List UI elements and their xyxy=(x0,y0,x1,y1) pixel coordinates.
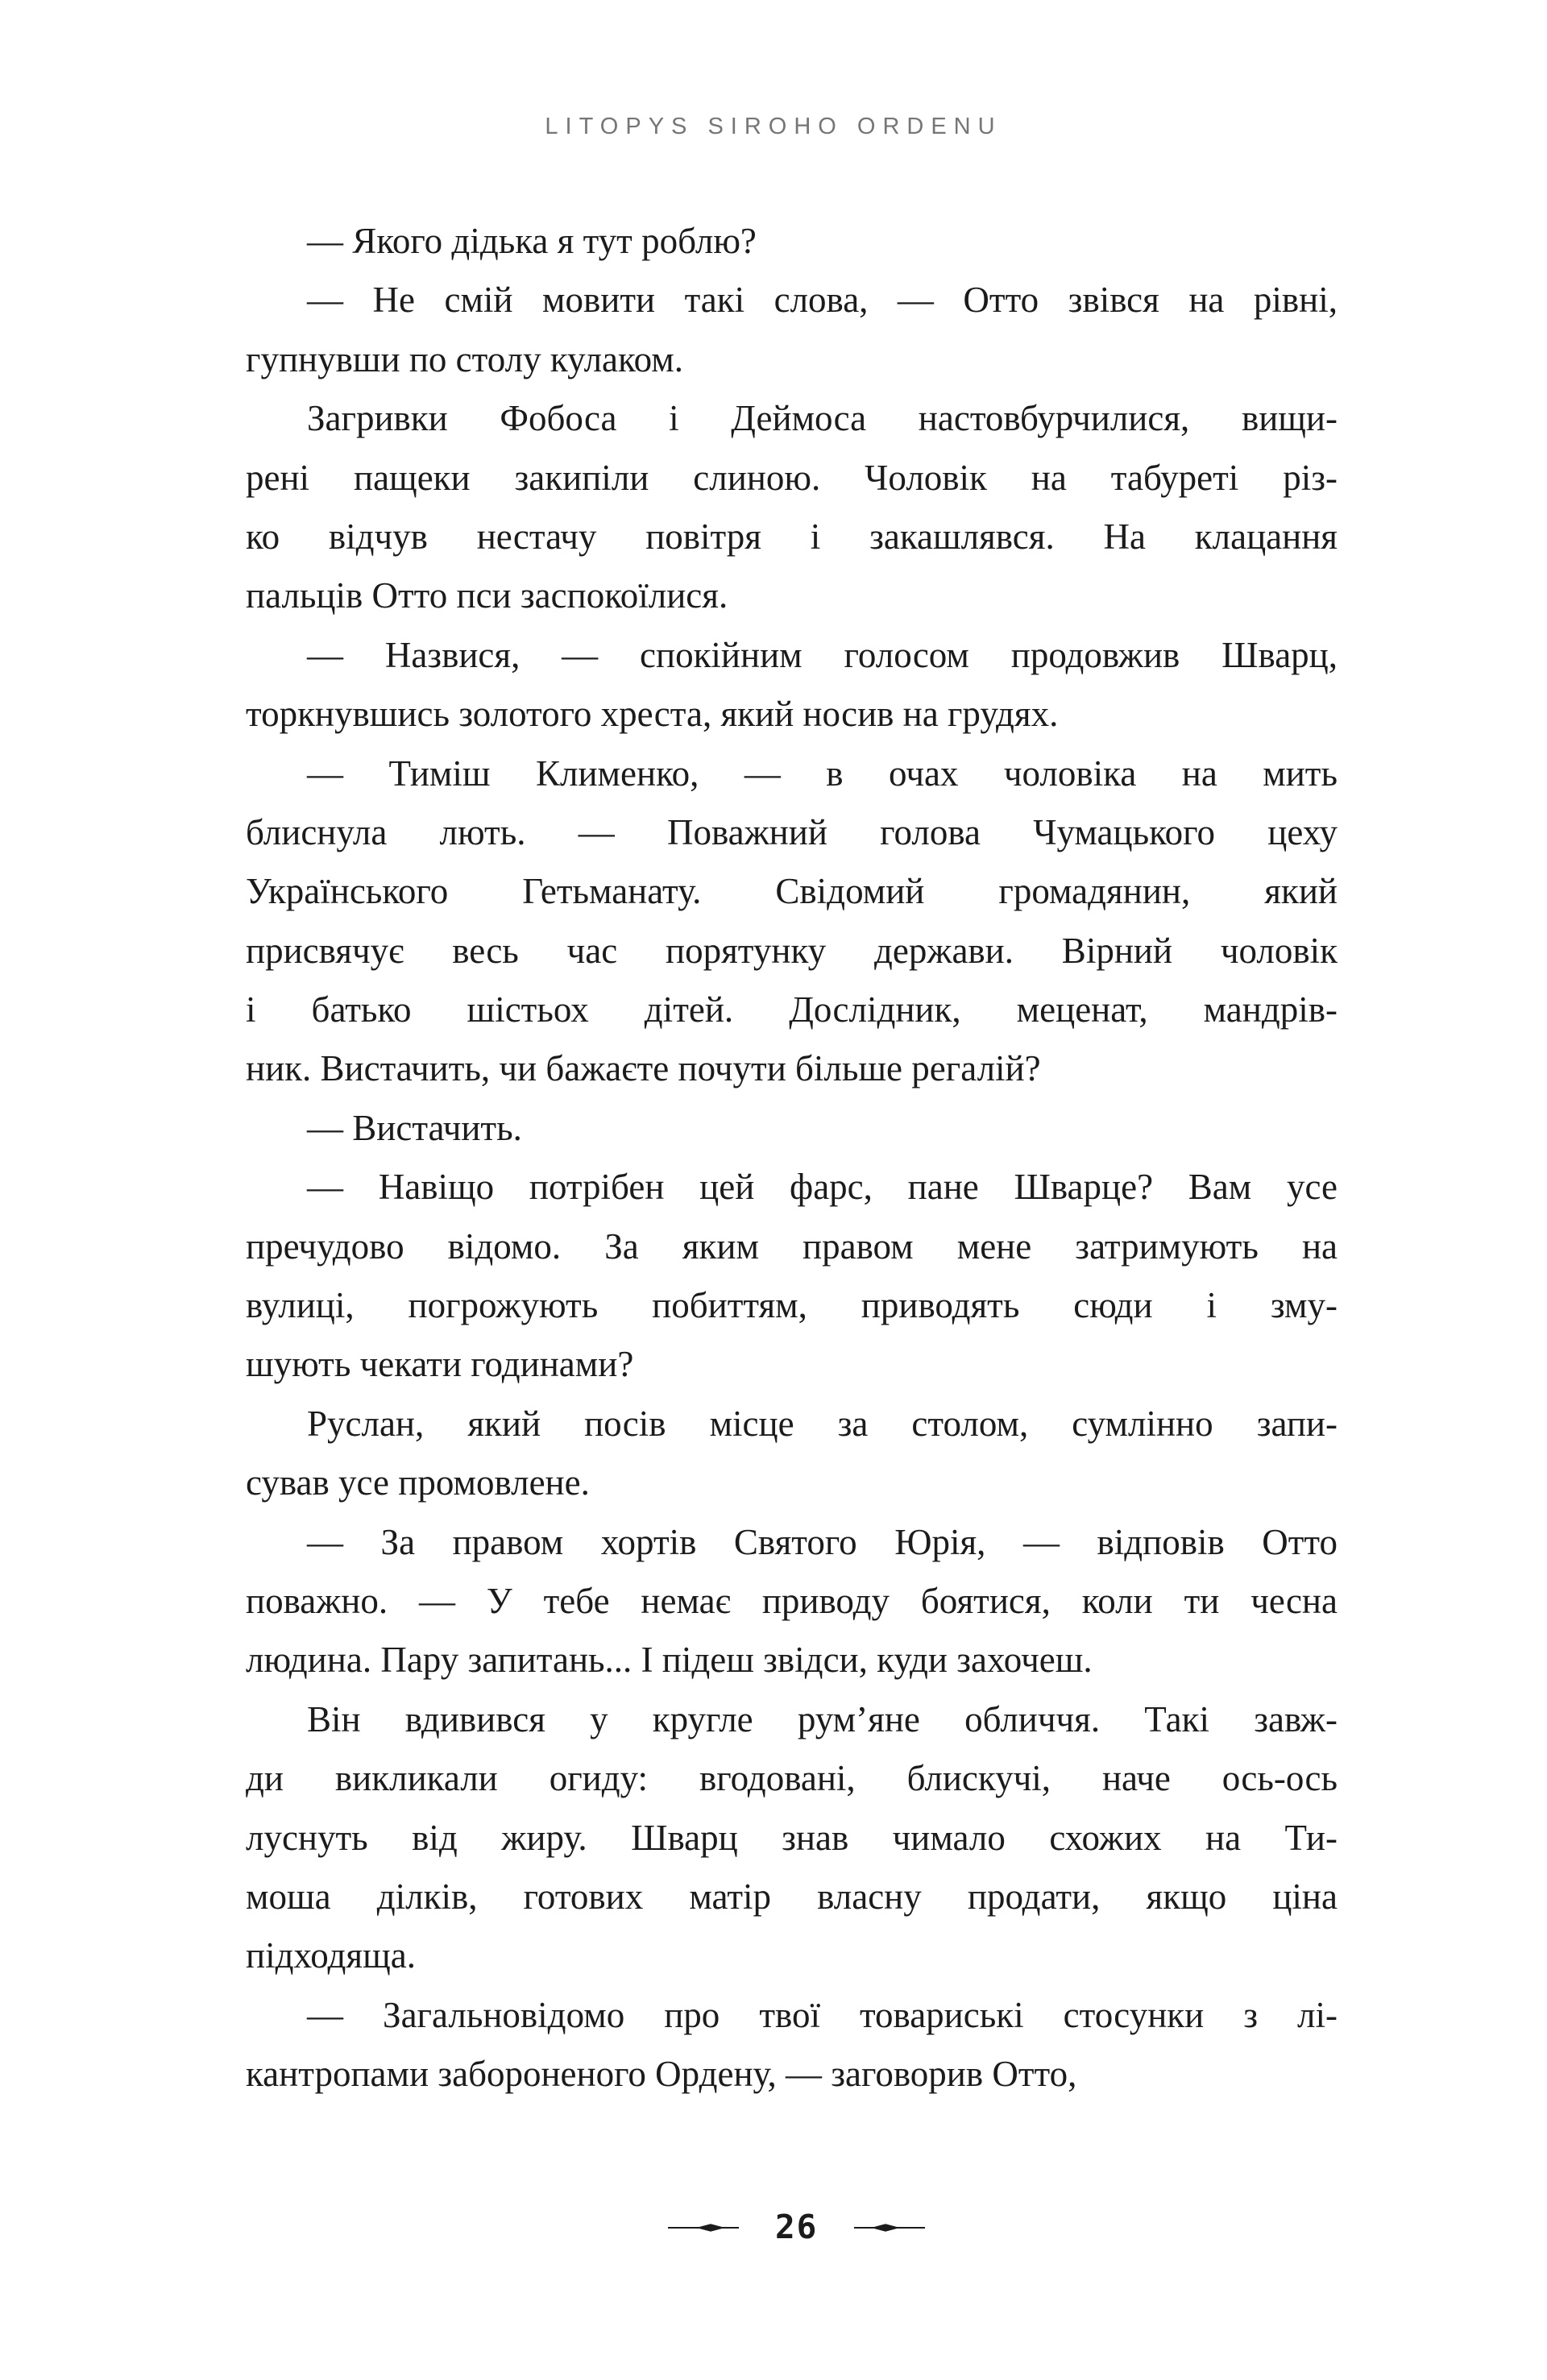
text-line: сував усе промовлене. xyxy=(246,1462,590,1503)
text-line: — Не смій мовити такі слова, — Отто звівся на рівні, xyxy=(307,280,1338,321)
text-line: — Навіщо потрібен цей фарс, пане Шварце? Вам усе xyxy=(307,1167,1338,1208)
text-line: — Вистачить. xyxy=(307,1107,522,1148)
text-line: людина. Пару запитань... І підеш звідси, куди захочеш. xyxy=(246,1640,1093,1681)
text-line: ди викликали огиду: вгодовані, блискучі, наче ось-ось xyxy=(246,1758,1338,1799)
text-line: блиснула лють. — Поважний голова Чумацького цеху xyxy=(246,811,1338,852)
text-line: моша ділків, готових матір власну продати, якщо ціна xyxy=(246,1876,1338,1917)
text-line: — Тиміш Клименко, — в очах чоловіка на мить xyxy=(307,753,1338,794)
text-line: підходяща. xyxy=(246,1935,416,1976)
text-line: Загривки Фобоса і Деймоса настовбурчилися, вищи- xyxy=(307,398,1338,439)
text-column xyxy=(246,212,1338,2104)
text-line: Руслан, який посів місце за столом, сумлінно запи- xyxy=(307,1403,1338,1444)
text-line: — Назвися, — спокійним голосом продовжив Шварц, xyxy=(307,634,1338,675)
page-number: 26 xyxy=(775,2208,819,2246)
text-line: ко відчув нестачу повітря і закашлявся. На клацання xyxy=(246,516,1338,557)
text-line: — За правом хортів Святого Юрія, — відповів Отто xyxy=(307,1521,1338,1562)
running-head: LITOPYS SIROHO ORDENU xyxy=(545,114,1002,139)
text-line: шують чекати годинами? xyxy=(246,1344,634,1385)
text-line: гупнувши по столу кулаком. xyxy=(246,338,683,379)
text-line: поважно. — У тебе немає приводу боятися, коли ти чесна xyxy=(246,1580,1338,1621)
text-line: Українського Гетьманату. Свідомий громадянин, який xyxy=(246,871,1338,912)
text-line: торкнувшись золотого хреста, який носив на грудях. xyxy=(246,694,1059,735)
text-line: Він вдивився у кругле рум’яне обличчя. Такі завж- xyxy=(307,1698,1338,1739)
text-line: рені пащеки закипіли слиною. Чоловік на табуреті різ- xyxy=(246,457,1338,498)
text-line: пречудово відомо. За яким правом мене затримують на xyxy=(246,1225,1338,1267)
text-line: пальців Отто пси заспокоїлися. xyxy=(246,575,728,616)
text-line: і батько шістьох дітей. Дослідник, меценат, мандрів- xyxy=(246,989,1338,1030)
folio xyxy=(667,2208,926,2246)
text-line: луснуть від жиру. Шварц знав чимало схожих на Ти- xyxy=(246,1817,1338,1858)
text-line: — Загальновідомо про твої товариські стосунки з лі- xyxy=(307,1994,1338,2035)
text-line: присвячує весь час порятунку держави. Вірний чоловік xyxy=(246,930,1338,971)
text-line: кантропами забороненого Ордену, — заговорив Отто, xyxy=(246,2054,1077,2095)
text-line: — Якого дідька я тут роблю? xyxy=(307,221,757,261)
diamond-rule-left-icon xyxy=(667,2221,740,2234)
diamond-rule-right-icon xyxy=(853,2221,926,2234)
text-line: ник. Вистачить, чи бажаєте почути більше регалій? xyxy=(246,1048,1041,1089)
text-line: вулиці, погрожують побиттям, приводять сюди і зму- xyxy=(246,1285,1338,1326)
